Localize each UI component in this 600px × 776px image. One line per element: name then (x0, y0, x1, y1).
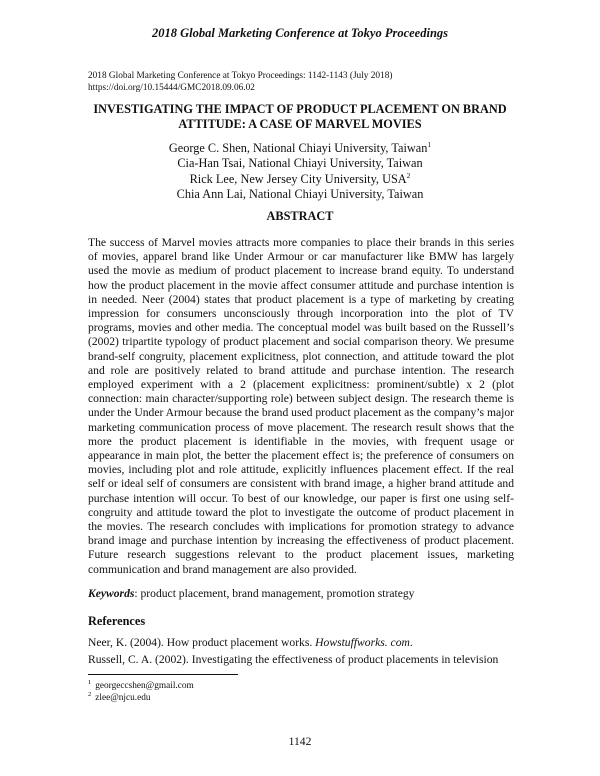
abstract-body: The success of Marvel movies attracts more companies to place their brands in this series of movies, apparel brand like Under Armour or car manufacturer like BMW has largely used the movie as medium of product placement to increase brand equity. To understand how the product placement in the movie affect consumer attitude and purchase intention is in needed. Neer (2004) states that product placement is a type of marketing by creating impression for consumers unconsciously through incorporation into the plot of TV programs, movies and other media. The conceptual model was built based on the Russell’s (2002) tripartite typology of product placement and social comparison theory. We presume brand-self congruity, placement explicitness, plot connection, and attitude toward the plot and role are positively related to brand attitude and purchase intention. The research employed experiment with a 2 (placement explicitness: prominent/subtle) x 2 (plot connection: main character/supporting role) between subject design. The research theme is under the Under Armour because the brand used product placement as the company’s major marketing communication process of move placement. The research result shows that the more the product placement is identifiable in the movies, with frequent usage or appearance in main plot, the better the placement effect is; the preference of consumers on movies, including plot and role attitude, explicitly influences placement effect. If the real self or ideal self of consumers are consistent with brand image, a higher brand attitude and purchase intention will occur. To best of our knowledge, our paper is first one using self-congruity and attitude toward the plot to investigate the outcome of product placement in the movies. The research concludes with implications for promotion strategy to advance brand image and purchase intention by increasing the effectiveness of product placement. Future research suggestions relevant to the product placement issues, marketing communication and brand management are also provided. (88, 236, 514, 576)
author: Rick Lee, New Jersey City University, USA$^2$ (189, 170, 411, 186)
citation-line: 2018 Global Marketing Conference at Tokyo Proceedings: 1142-1143 (July 2018) (88, 71, 393, 81)
doi-link[interactable]: https://doi.org/10.15444/GMC2018.09.06.02 (88, 83, 255, 93)
author-list (80, 141, 520, 203)
footnote-email[interactable]: zlee@njcu.edu (95, 693, 151, 703)
title-line: INVESTIGATING THE IMPACT OF PRODUCT PLACEMENT ON BRAND (93, 102, 507, 116)
keywords-label: Keywords (88, 587, 135, 600)
footnote: $^1$ georgeccshen@gmail.com (88, 678, 194, 691)
reference-list (88, 634, 514, 668)
footnote: $^2$ zlee@njcu.edu (88, 690, 151, 703)
author-footnote-mark: 1 (427, 139, 432, 149)
running-head: 2018 Global Marketing Conference at Tokyo Proceedings (151, 26, 449, 40)
author: Cia-Han Tsai, National Chiayi University, Taiwan (177, 156, 423, 171)
reference-item: Neer, K. (2004). How product placement works. Howstuffworks. com. (88, 636, 413, 649)
footnotes (88, 680, 388, 704)
reference-item: Russell, C. A. (2002). Investigating the effectiveness of product placements in television (88, 653, 499, 666)
author-footnote-mark: 2 (406, 170, 411, 180)
abstract-heading: ABSTRACT (266, 209, 334, 223)
author: George C. Shen, National Chiayi University, Taiwan$^1$ (168, 139, 432, 155)
page-number: 1142 (288, 735, 312, 748)
references-heading: References (88, 614, 146, 628)
paper-title (80, 102, 520, 132)
keywords (88, 587, 514, 601)
author: Chia Ann Lai, National Chiayi University, Taiwan (176, 187, 424, 202)
keywords-text: : product placement, brand management, promotion strategy (134, 587, 415, 600)
title-line: ATTITUDE: A CASE OF MARVEL MOVIES (178, 117, 422, 131)
citation (88, 70, 528, 94)
footnote-divider (88, 674, 238, 675)
footnote-email[interactable]: georgeccshen@gmail.com (95, 681, 194, 691)
